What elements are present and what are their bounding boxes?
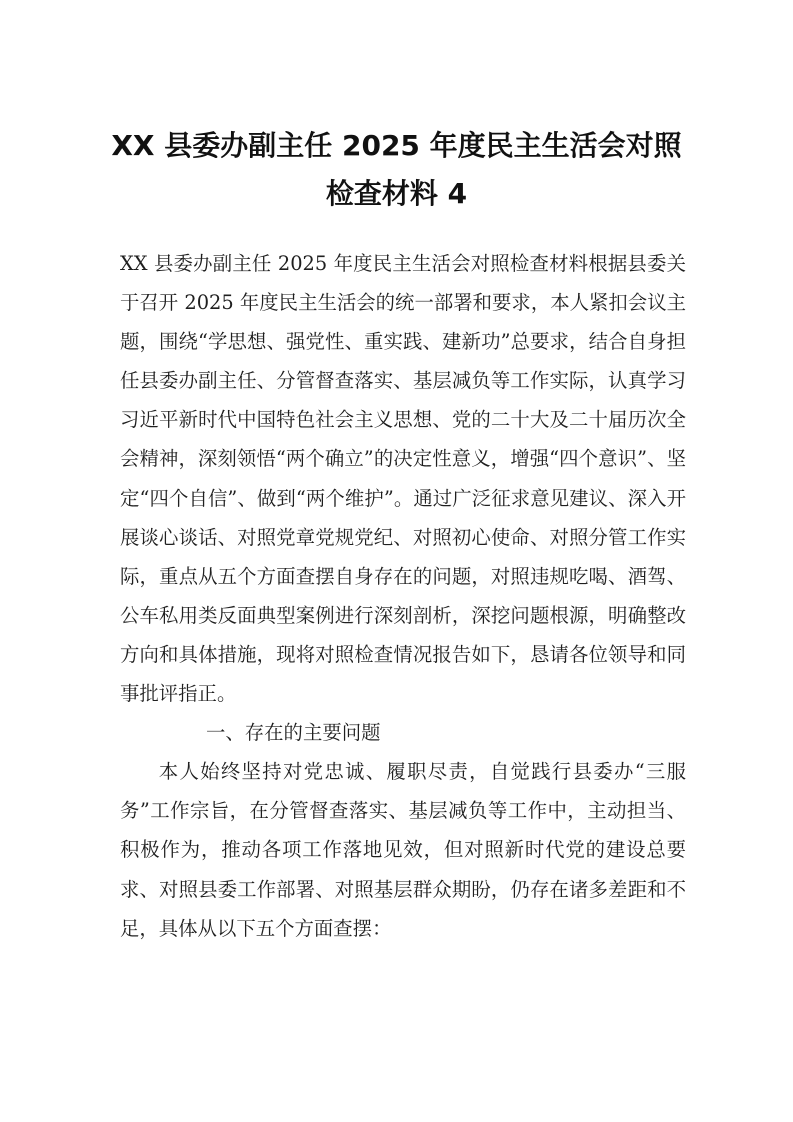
title-line-1: XX 县委办副主任 2025 年度民主生活会对照	[111, 129, 682, 162]
section-heading: 一、存在的主要问题	[206, 721, 381, 745]
document-title	[100, 122, 693, 218]
intro-paragraph: XX 县委办副主任 2025 年度民主生活会对照检查材料根据县委关于召开 2025 年度民主生活会的统一部署和要求，本人紧扣会议主题，围绕“学思想、强党性、重实践、建新功”总要求，结合自身担任县委办副主任、分管督查落实、基层减负等工作实际，认真学习习近平新时代中国特色社会主义思想、党的二十大及二十届历次全会精神，深刻领悟“两个确立”的决定性意义，增强“四个意识”、坚定“四个自信”、做到“两个维护”。通过广泛征求意见建议、深入开展谈心谈话、对照党章党规党纪、对照初心使命、对照分管工作实际，重点从五个方面查摆自身存在的问题，对照违规吃喝、酒驾、公车私用类反面典型案例进行深刻剖析，深挖问题根源，明确整改方向和具体措施，现将对照检查情况报告如下，恳请各位领导和同事批评指正。	[120, 252, 686, 706]
document-body	[120, 244, 686, 948]
section-paragraph: 本人始终坚持对党忠诚、履职尽责，自觉践行县委办“三服务”工作宗旨，在分管督查落实、基层减负等工作中，主动担当、积极作为，推动各项工作落地见效，但对照新时代党的建设总要求、对照县委工作部署、对照基层群众期盼，仍存在诸多差距和不足，具体从以下五个方面查摆：	[120, 760, 686, 940]
title-line-2: 检查材料 4	[325, 177, 468, 210]
